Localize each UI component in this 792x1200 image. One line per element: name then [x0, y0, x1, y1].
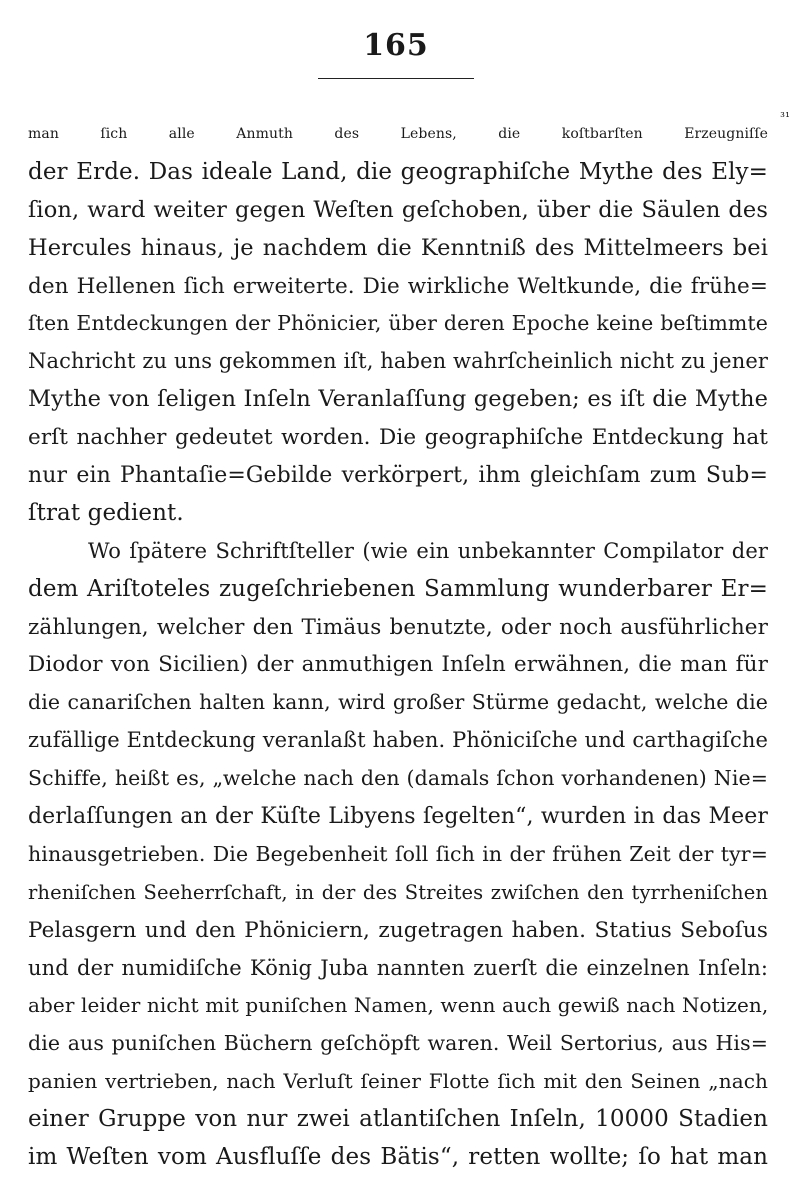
text-line-3: ſion, ward weiter gegen Weſten geſchoben, über die Säulen des [28, 196, 768, 223]
text-line-6: ſten Entdeckungen der Phönicier, über deren Epoche keine beſtimmte [28, 311, 768, 336]
text-line-26: panien vertrieben, nach Verluſt ſeiner Flotte ſich mit den Seinen „nach [28, 1069, 768, 1094]
text-line-4: Hercules hinaus, je nachdem die Kenntniß des Mittelmeers bei [28, 234, 768, 261]
text-line-12: Wo ſpätere Schriftſteller (wie ein unbekannter Compilator der [88, 538, 768, 563]
text-line-1 [28, 110, 790, 154]
text-line-2: der Erde. Das ideale Land, die geographiſche Mythe des Ely= [28, 158, 768, 185]
text-line-25: die aus puniſchen Büchern geſchöpft waren. Weil Sertorius, aus His= [28, 1031, 768, 1056]
text-line-18: Schiffe, heißt es, „welche nach den (damals ſchon vorhandenen) Nie= [28, 766, 768, 791]
header-rule [318, 78, 474, 79]
text-line-28: im Weſten vom Ausfluſſe des Bätis“, retten wollte; ſo hat man [28, 1144, 768, 1171]
text-line-19: derlaſſungen an der Küſte Libyens ſegelten“, wurden in das Meer [28, 804, 768, 830]
text-line-16: die canariſchen halten kann, wird großer Stürme gedacht, welche die [28, 690, 768, 715]
text-line-20: hinausgetrieben. Die Begebenheit ſoll ſich in der frühen Zeit der tyr= [28, 841, 768, 866]
text-line-22: Pelasgern und den Phöniciern, zugetragen haben. Statius Seboſus [28, 917, 768, 943]
text-line-15: Diodor von Sicilien) der anmuthigen Inſeln erwähnen, die man für [28, 652, 768, 678]
text-line-23: und der numidiſche König Juba nannten zuerſt die einzelnen Inſeln: [28, 955, 768, 980]
text-line-21: rheniſchen Seeherrſchaft, in der des Streites zwiſchen den tyrrheniſchen [28, 880, 768, 904]
text-line-8: Mythe von ſeligen Inſeln Veranlaſſung gegeben; es iſt die Mythe [28, 386, 768, 413]
page-number: 165 [363, 28, 429, 63]
text-line-14: zählungen, welcher den Timäus benutzte, oder noch ausführlicher [28, 614, 768, 640]
text-line-11: ſtrat gedient. [28, 499, 184, 526]
text-line-5: den Hellenen ſich erweiterte. Die wirkliche Weltkunde, die frühe= [28, 273, 768, 299]
text-line-7: Nachricht zu uns gekommen iſt, haben wahrſcheinlich nicht zu jener [28, 349, 768, 374]
text-line-24: aber leider nicht mit puniſchen Namen, wenn auch gewiß nach Notizen, [28, 993, 769, 1018]
text-line-9: erſt nachher gedeutet worden. Die geographiſche Entdeckung hat [28, 425, 768, 451]
text-line-27: einer Gruppe von nur zwei atlantiſchen Inſeln, 10000 Stadien [28, 1106, 768, 1133]
text-line-17: zufällige Entdeckung veranlaßt haben. Phöniciſche und carthagiſche [28, 728, 768, 753]
text-line-10: nur ein Phantaſie=Gebilde verkörpert, ihm gleichſam zum Sub= [28, 463, 768, 489]
text-line-1-content: man ſich alle Anmuth des Lebens, die koſtbarſten Erzeugniſſe [28, 126, 768, 142]
body-text [28, 110, 790, 1177]
footnote-marker: ³¹ [780, 110, 790, 124]
text-line-13: dem Ariſtoteles zugeſchriebenen Sammlung wunderbarer Er= [28, 575, 768, 602]
